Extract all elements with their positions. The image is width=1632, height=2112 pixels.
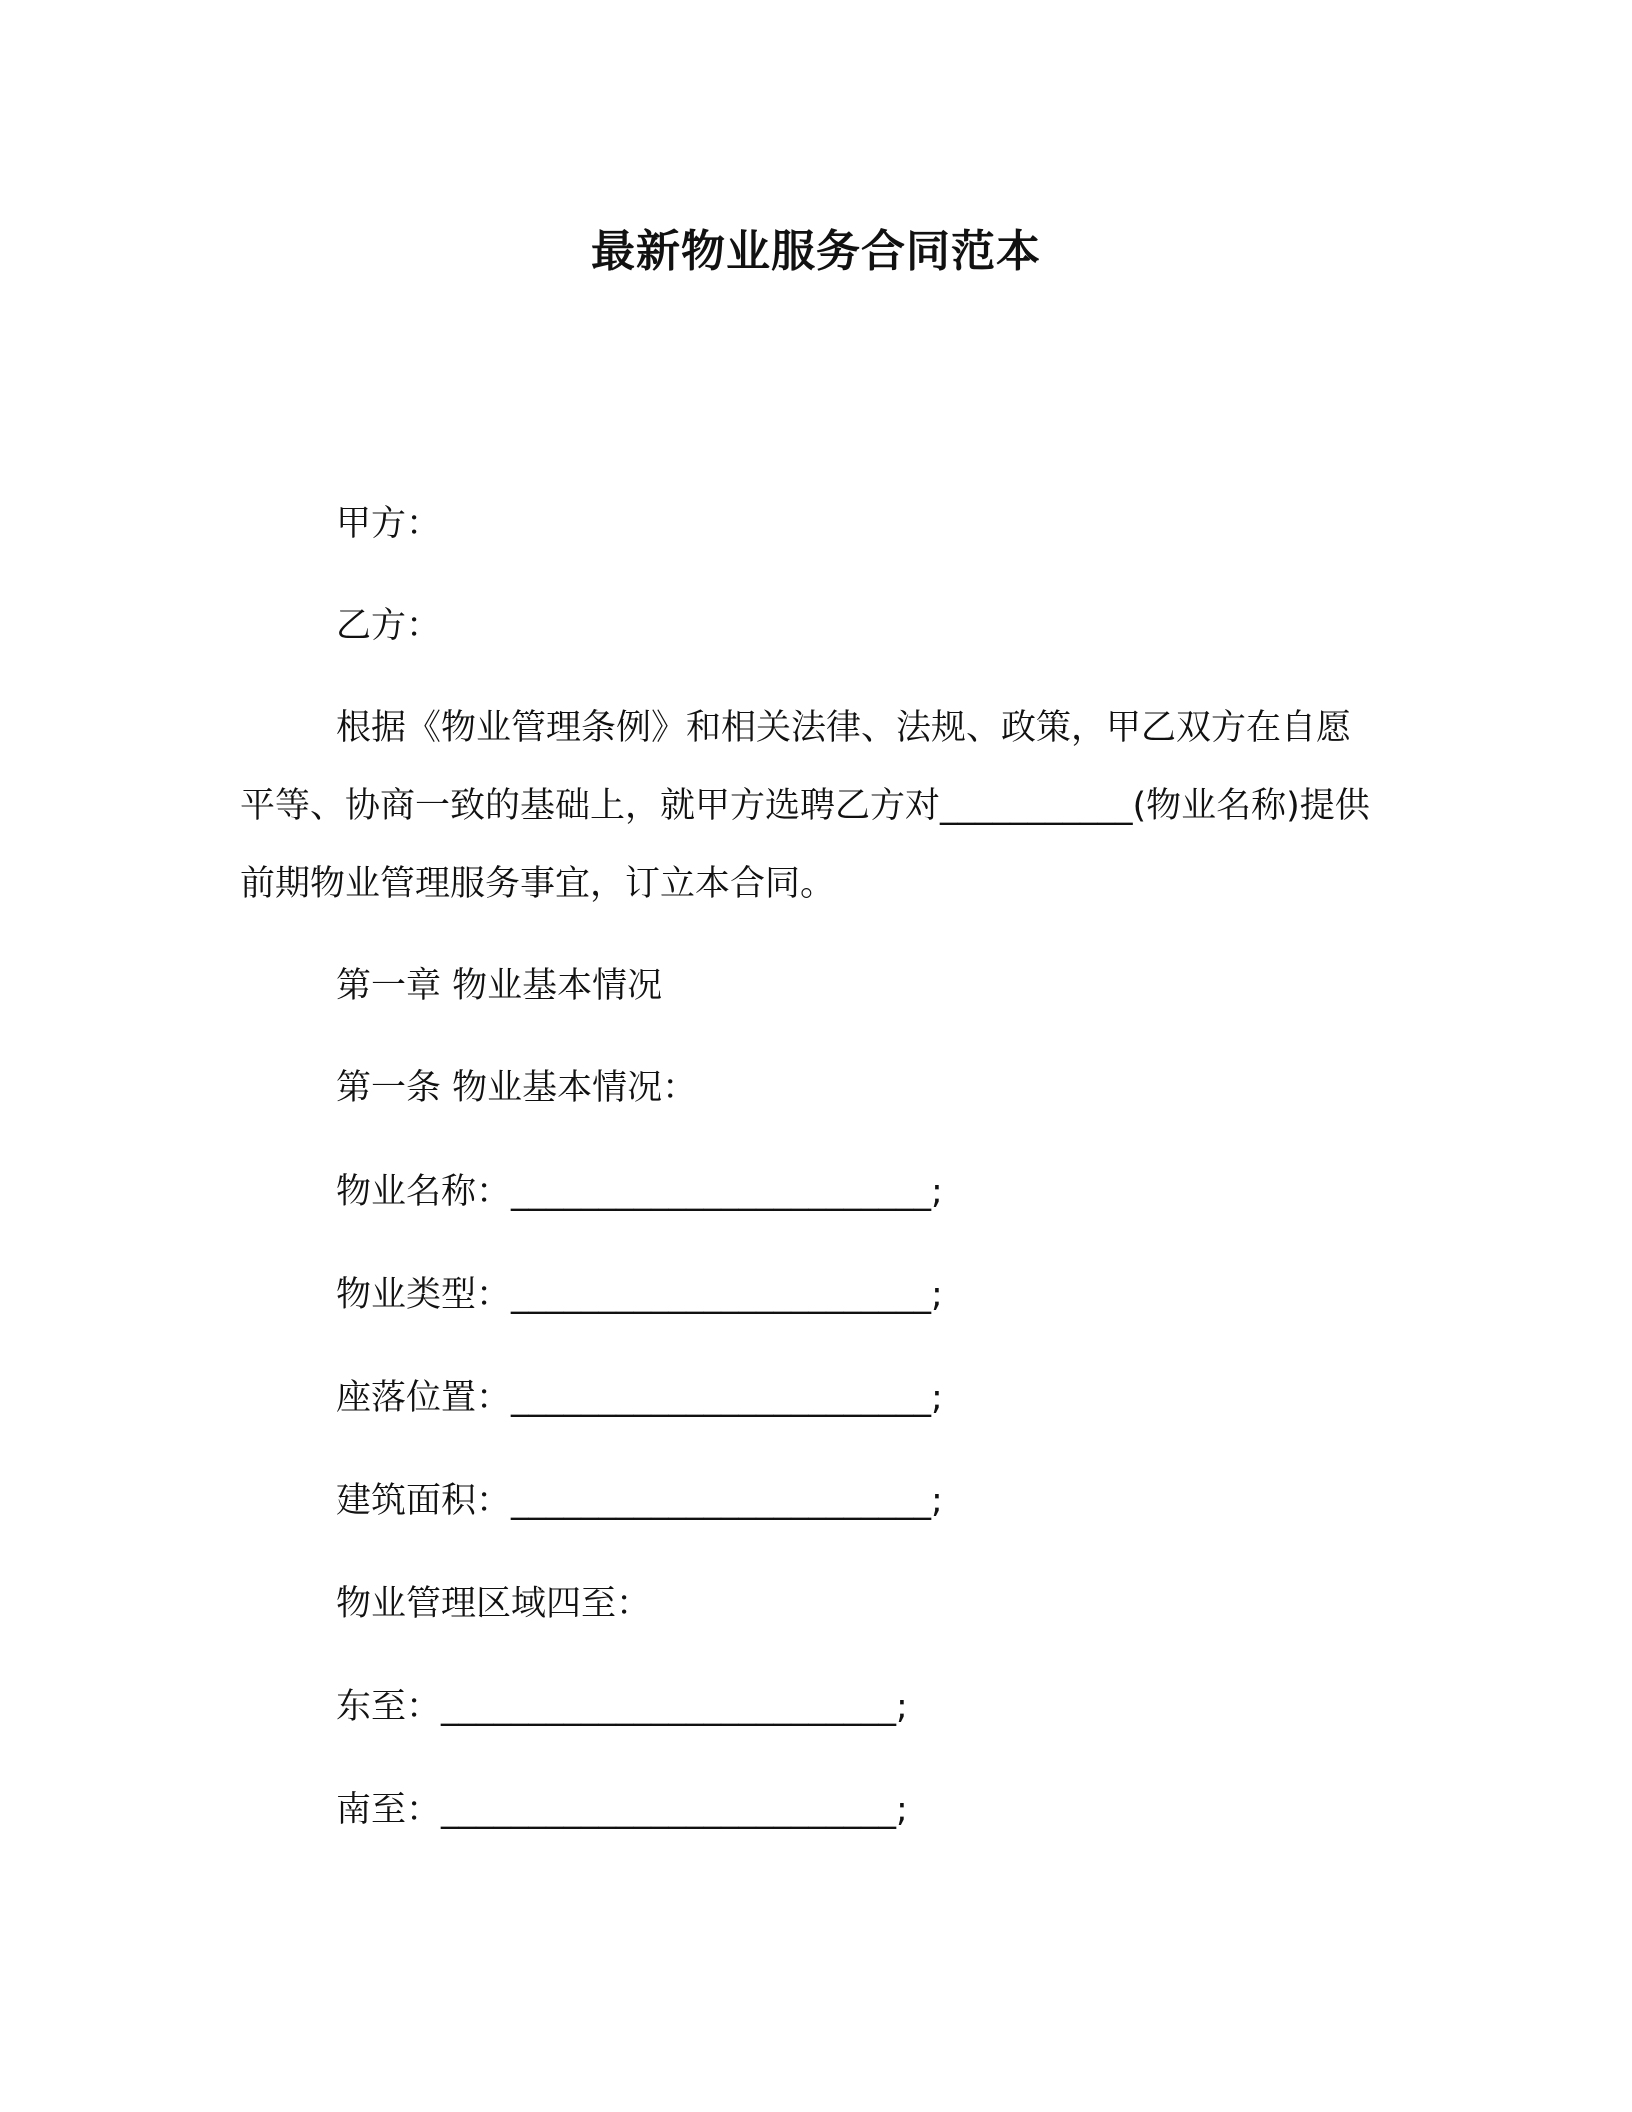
article-heading: 第一条 物业基本情况： [336,1068,698,1108]
east-boundary-field: 东至：__________________________; [336,1687,908,1727]
intro-paragraph-text: 根据《物业管理条例》和相关法律、法规、政策，甲乙双方在自愿平等、协商一致的基础上，就甲方选聘乙方对___________(物业名称)提供前期物业管理服务事宜，订立本合同。 [240,708,1370,904]
intro-paragraph [240,689,1380,923]
boundaries-heading: 物业管理区域四至： [336,1584,652,1624]
property-type-field: 物业类型：________________________; [336,1275,943,1315]
building-area-field: 建筑面积：________________________; [336,1481,943,1521]
document-title: 最新物业服务合同范本 [591,226,1041,277]
property-name-field: 物业名称：________________________; [336,1172,943,1212]
south-boundary-field: 南至：__________________________; [336,1790,908,1830]
party-a-line: 甲方： [336,504,442,544]
party-b-line: 乙方： [336,606,442,646]
location-field: 座落位置：________________________; [336,1378,943,1418]
chapter-heading: 第一章 物业基本情况 [336,966,663,1006]
